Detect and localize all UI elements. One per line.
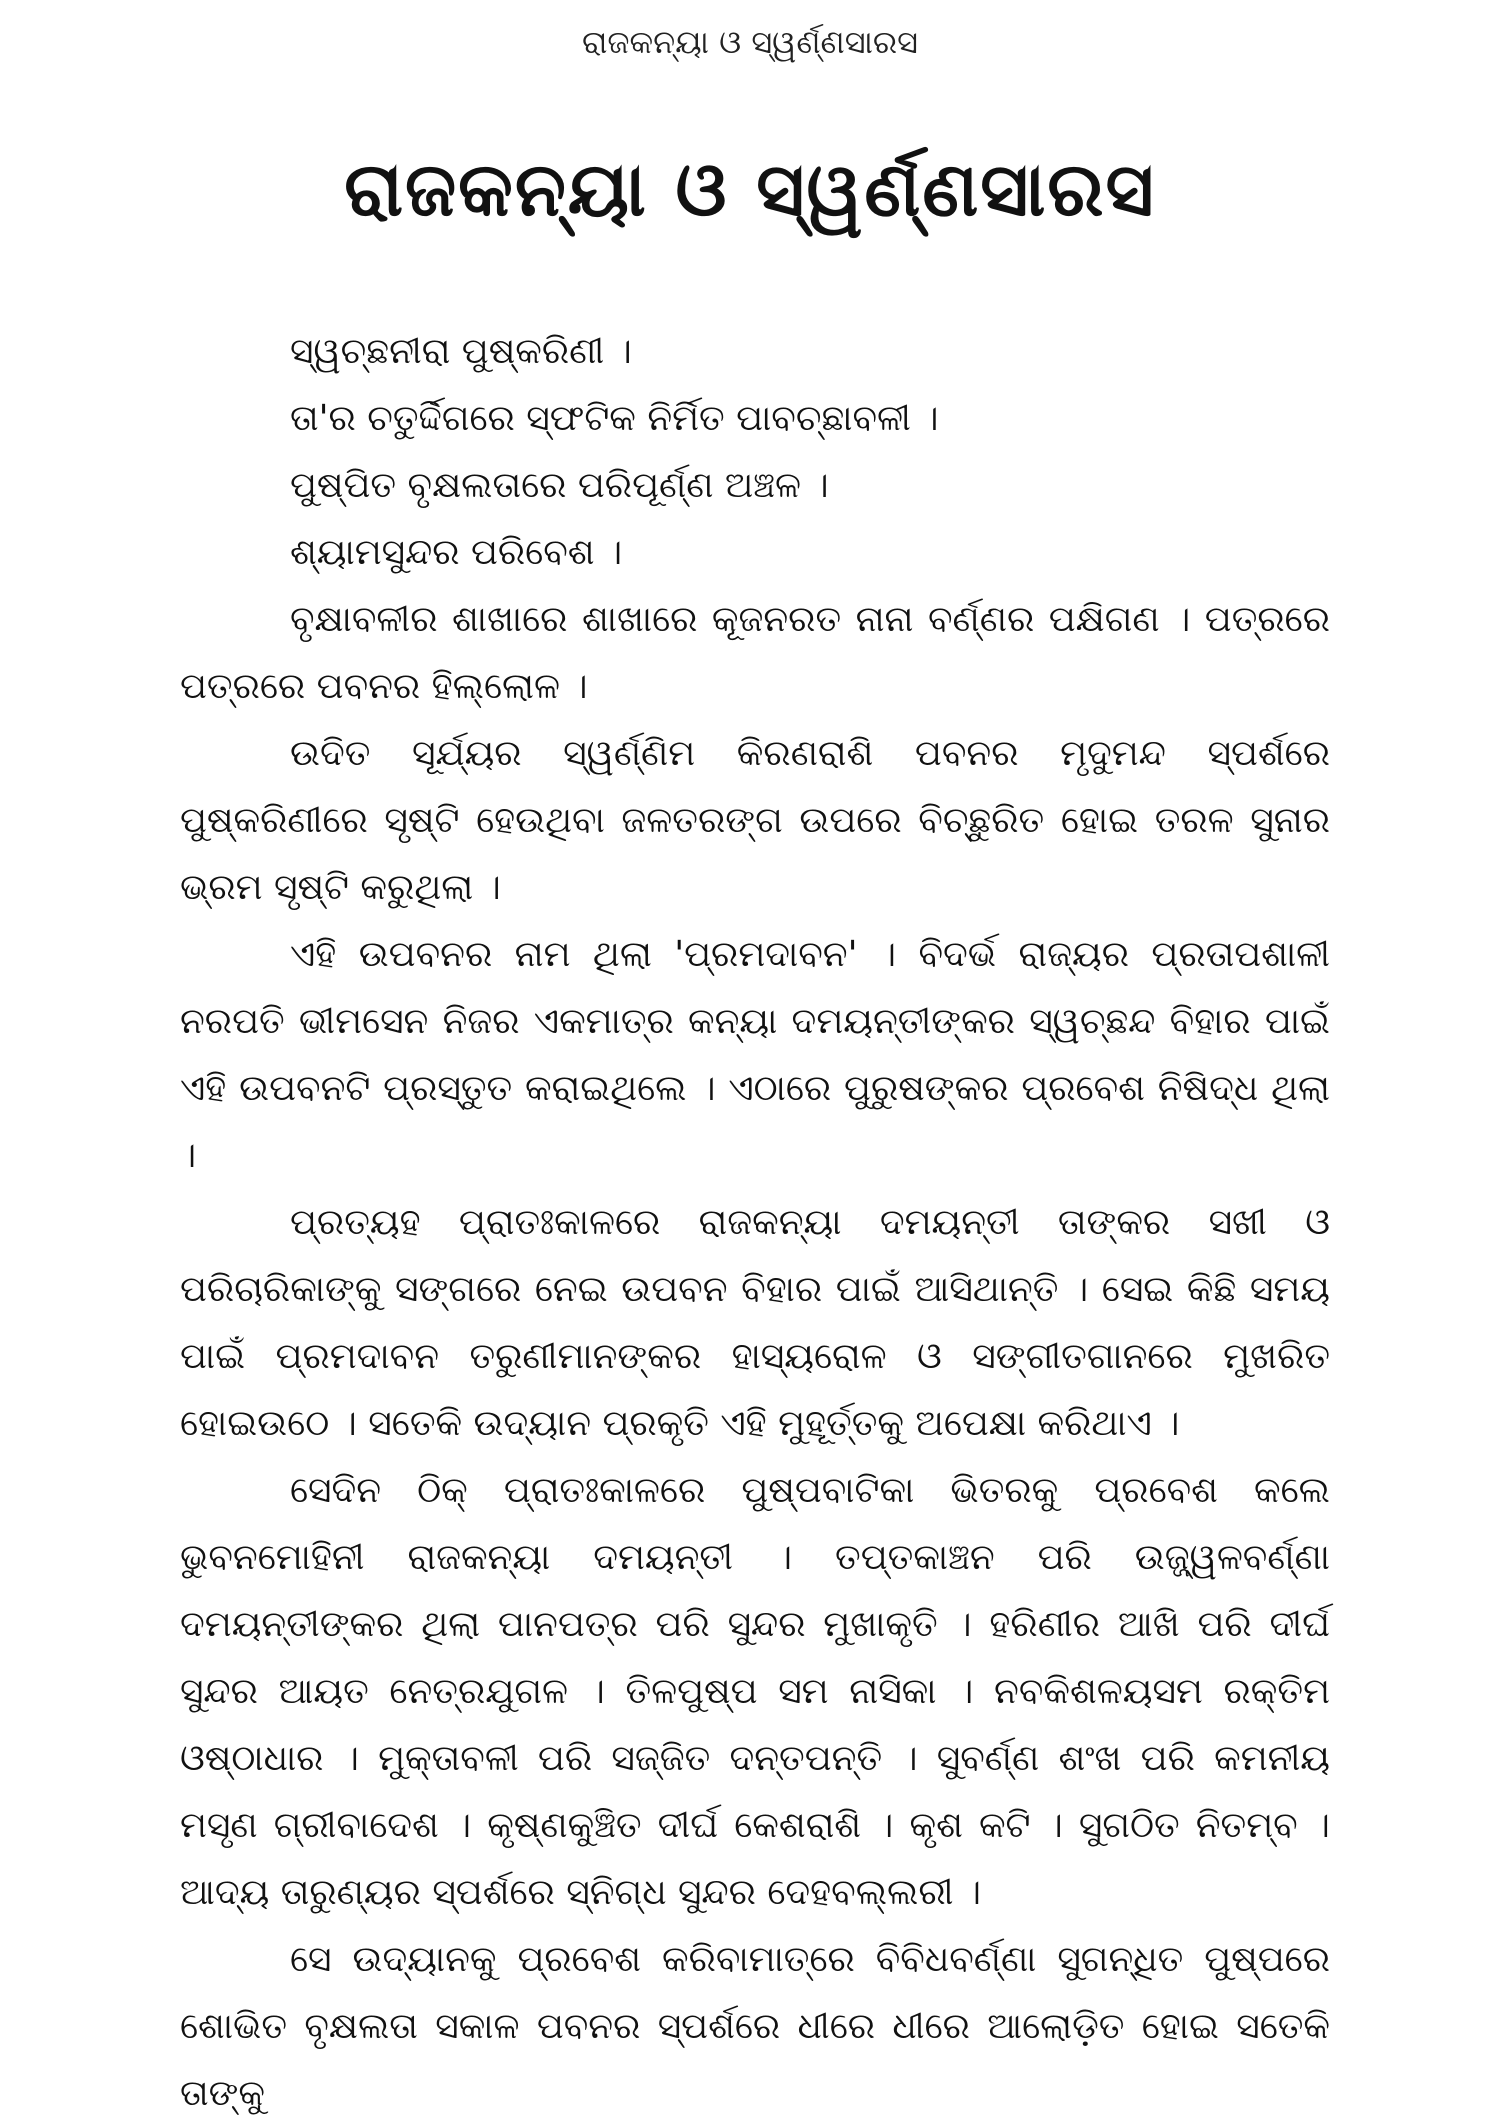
paragraph: ସ୍ୱଚ୍ଛନୀରା ପୁଷ୍କରିଣୀ । bbox=[290, 331, 632, 372]
paragraph: ତା'ର ଚତୁର୍ଦ୍ଦିଗରେ ସ୍ଫଟିକ ନିର୍ମିତ ପାବଚ୍ଛାବଳୀ । bbox=[290, 398, 939, 439]
paragraph: ଏହି ଉପବନର ନାମ ଥିଲା 'ପ୍ରମଦାବନ' । ବିଦର୍ଭ ରାଜ୍ୟର ପ୍ରତାପଶାଳୀ ନରପତି ଭୀମସେନ ନିଜର ଏକମାତ୍ର କନ୍ୟା ଦମୟନ୍ତୀଙ୍କର ସ୍ୱଚ୍ଛନ୍ଦ ବିହାର ପାଇଁ ଏହି ଉପବନଟି ପ୍ରସ୍ତୁତ କରାଇଥିଲେ । ଏଠାରେ ପୁରୁଷଙ୍କର ପ୍ରବେଶ ନିଷିଦ୍ଧ ଥିଲା । bbox=[180, 934, 1330, 1176]
paragraph: ବୃକ୍ଷାବଳୀର ଶାଖାରେ ଶାଖାରେ କୂଜନରତ ନାନା ବର୍ଣ୍ଣର ପକ୍ଷିଗଣ । ପତ୍ରରେ ପତ୍ରରେ ପବନର ହିଲ୍ଲୋଳ । bbox=[180, 599, 1330, 707]
paragraph: ପୁଷ୍ପିତ ବୃକ୍ଷଲତାରେ ପରିପୂର୍ଣ୍ଣ ଅଞ୍ଚଳ । bbox=[290, 465, 829, 506]
paragraph: ସେ ଉଦ୍ୟାନକୁ ପ୍ରବେଶ କରିବାମାତ୍ରେ ବିବିଧବର୍ଣ୍ଣା ସୁଗନ୍ଧିତ ପୁଷ୍ପରେ ଶୋଭିତ ବୃକ୍ଷଲତା ସକାଳ ପବନର ସ୍ପର୍ଶରେ ଧୀରେ ଧୀରେ ଆଲୋଡ଼ିତ ହୋଇ ସତେକି ତାଙ୍କୁ bbox=[180, 1939, 1330, 2114]
body-text bbox=[180, 318, 1330, 2127]
paragraph: ଉଦିତ ସୂର୍ଯ୍ୟର ସ୍ୱର୍ଣ୍ଣିମ କିରଣରାଶି ପବନର ମୃଦୁମନ୍ଦ ସ୍ପର୍ଶରେ ପୁଷ୍କରିଣୀରେ ସୃଷ୍ଟି ହେଉଥିବା ଜଳତରଙ୍ଗ ଉପରେ ବିଚ୍ଛୁରିତ ହୋଇ ତରଳ ସୁନାର ଭ୍ରମ ସୃଷ୍ଟି କରୁଥିଲା । bbox=[180, 733, 1330, 908]
paragraph: ଶ୍ୟାମସୁନ୍ଦର ପରିବେଶ । bbox=[290, 532, 623, 573]
paragraph: ପ୍ରତ୍ୟହ ପ୍ରାତଃକାଳରେ ରାଜକନ୍ୟା ଦମୟନ୍ତୀ ତାଙ୍କର ସଖୀ ଓ ପରିଚାରିକାଙ୍କୁ ସଙ୍ଗରେ ନେଇ ଉପବନ ବିହାର ପାଇଁ ଆସିଥାନ୍ତି । ସେଇ କିଛି ସମୟ ପାଇଁ ପ୍ରମଦାବନ ତରୁଣୀମାନଙ୍କର ହାସ୍ୟରୋଳ ଓ ସଙ୍ଗୀତଗାନରେ ମୁଖରିତ ହୋଇଉଠେ । ସତେକି ଉଦ୍ୟାନ ପ୍ରକୃତି ଏହି ମୁହୂର୍ତ୍ତକୁ ଅପେକ୍ଷା କରିଥାଏ । bbox=[180, 1202, 1330, 1444]
running-header: ରାଜକନ୍ୟା ଓ ସ୍ୱର୍ଣ୍ଣସାରସ bbox=[581, 23, 919, 61]
page-title: ରାଜକନ୍ୟା ଓ ସ୍ୱର୍ଣ୍ଣସାରସ bbox=[344, 147, 1156, 233]
paragraph: ସେଦିନ ଠିକ୍ ପ୍ରାତଃକାଳରେ ପୁଷ୍ପବାଟିକା ଭିତରକୁ ପ୍ରବେଶ କଲେ ଭୁବନମୋହିନୀ ରାଜକନ୍ୟା ଦମୟନ୍ତୀ । ତପ୍ତକାଞ୍ଚନ ପରି ଉଜ୍ଜ୍ୱଳବର୍ଣ୍ଣା ଦମୟନ୍ତୀଙ୍କର ଥିଲା ପାନପତ୍ର ପରି ସୁନ୍ଦର ମୁଖାକୃତି । ହରିଣୀର ଆଖି ପରି ଦୀର୍ଘ ସୁନ୍ଦର ଆୟତ ନେତ୍ରଯୁଗଳ । ତିଳପୁଷ୍ପ ସମ ନାସିକା । ନବକିଶଳୟସମ ରକ୍ତିମ ଓଷ୍ଠାଧାର । ମୁକ୍ତାବଳୀ ପରି ସଜ୍ଜିତ ଦନ୍ତପନ୍ତି । ସୁବର୍ଣ୍ଣ ଶଂଖ ପରି କମନୀୟ ମସୃଣ ଗ୍ରୀବାଦେଶ । କୃଷ୍ଣକୁଞ୍ଚିତ ଦୀର୍ଘ କେଶରାଶି । କୃଶ କଟି । ସୁଗଠିତ ନିତମ୍ବ । ଆଦ୍ୟ ତାରୁଣ୍ୟର ସ୍ପର୍ଶରେ ସ୍ନିଗ୍ଧ ସୁନ୍ଦର ଦେହବଲ୍ଲରୀ । bbox=[180, 1470, 1330, 1913]
